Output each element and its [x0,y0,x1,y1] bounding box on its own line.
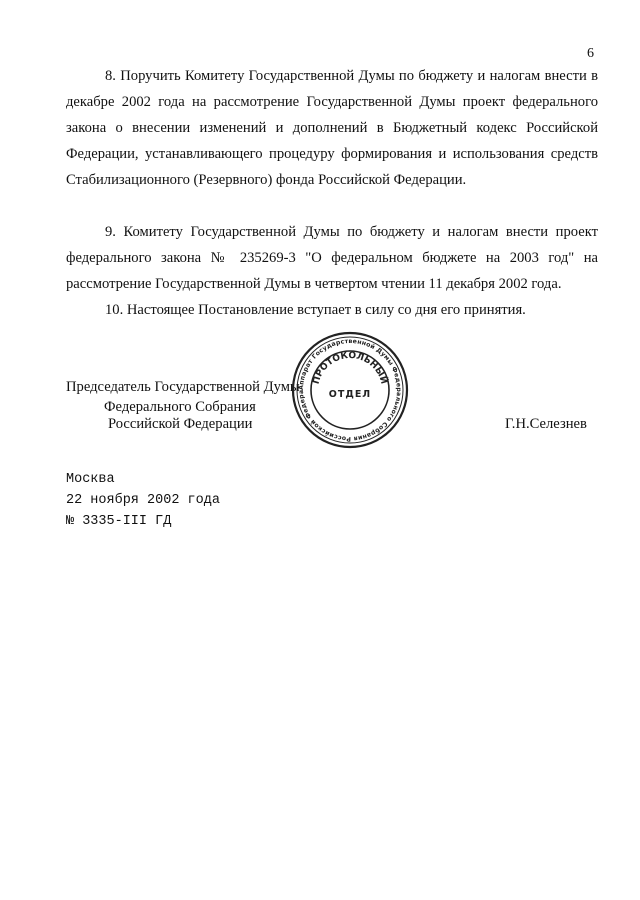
stamp-inner-bottom-text: ОТДЕЛ [328,389,372,400]
signatory-title-line1: Председатель Государственной Думы [66,379,300,395]
signatory-title-line3: Российской Федерации [108,416,253,432]
svg-text:ПРОТОКОЛЬНЫЙ [312,351,391,386]
paragraph-8: 8. Поручить Комитету Государственной Думы по бюджету и налогам внести в декабре 2002 года на рассмотрение Государственной Думы проект федерального закона о внесении изменений и дополнений в Бюджетный кодекс Российской Федерации, устанавливающего процедуру формирования и использования средств Стабилизационного (Резервного) фонда Российской Федерации. [66,68,598,188]
signatory-title-line2: Федерального Собрания [104,399,256,415]
footer-document-number: № 3335-III ГД [66,514,172,529]
footer-date: 22 ноября 2002 года [66,493,220,508]
page-number: 6 [587,46,594,61]
stamp-outer-text: Аппарат Государственной Думы Федерального Собрания Российской Федера [297,337,403,443]
paragraph-9: 9. Комитету Государственной Думы по бюджету и налогам внести проект федерального закона № 235269-3 "О федеральном бюджете на 2003 год" на рассмотрение Государственной Думы в четвертом чтении 11 декабря 2002 года. [66,224,598,292]
official-stamp [290,330,410,450]
footer-city: Москва [66,472,115,487]
signatory-name: Г.Н.Селезнев [505,416,587,432]
paragraph-10: 10. Настоящее Постановление вступает в силу со дня его принятия. [105,302,526,318]
stamp-seal-icon [290,330,410,450]
stamp-inner-top-text: ПРОТОКОЛЬНЫЙ [311,350,389,386]
svg-text:Аппарат Государственной Думы Ф [290,330,402,442]
